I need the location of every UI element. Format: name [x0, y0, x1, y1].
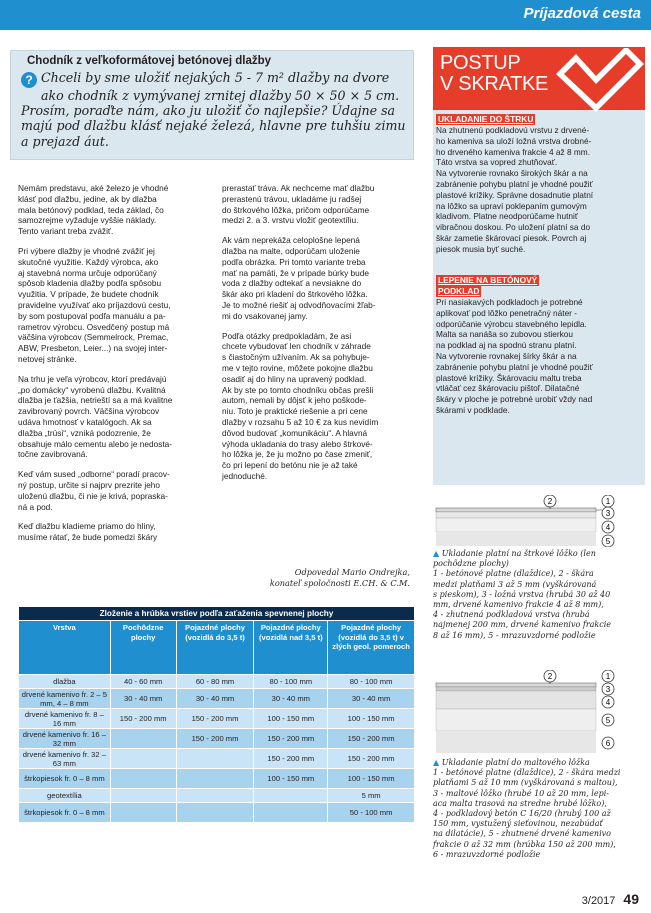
table-row [19, 789, 415, 803]
answer-line: aj stavebná norma určuje odporúčaný [18, 267, 157, 278]
answer-line: prerastenú trávou, ukladáme ju radšej [222, 193, 362, 204]
table-cell: 30 - 40 mm [176, 689, 254, 709]
layers-table [18, 606, 415, 823]
section-label: PODKLAD [438, 286, 480, 296]
answer-line: Pri výbere dlažby je vhodné zvážiť jej [18, 245, 155, 256]
mortar-bed-diagram [430, 670, 648, 755]
sidebar-text-line: Táto vrstva sa vopred zhutňovať. [436, 157, 558, 168]
answer-line: obsahuje málo cementu alebo je nedosta- [18, 438, 173, 449]
answer-line: do štrkového lôžka, pričom odporúčame [222, 204, 370, 215]
answer-line: skutočné využitie. Každý výrobca, ako [18, 256, 159, 267]
answer-line: musíme rátať, že bude pomedzi škáry [18, 532, 158, 543]
table-cell: 30 - 40 mm [254, 689, 328, 709]
answer-line: autom, nemali by dôjsť k jeho poškode- [222, 395, 367, 406]
table-cell [254, 789, 328, 803]
caption-line: mm, drvené kamenivo frakcie 4 až 8 mm), [433, 600, 604, 610]
answer-line: Tento variant treba zvážiť. [18, 226, 114, 237]
table-cell [176, 803, 254, 823]
table-cell: 40 - 60 mm [110, 675, 176, 689]
sidebar-text-line: škár zametie škárovací piesok. Povrch aj [436, 232, 587, 243]
sidebar-text-line: Na vytvorenie rovnako širokých škár a na [436, 168, 588, 179]
diagram-label: 3 [605, 509, 611, 518]
sidebar-text-line: vtláčať cez škárovaciu pištoľ. Dilatačné [436, 383, 580, 394]
question-line: Chceli by sme uložiť nejakých 5 - 7 m² dlažby na dvore [41, 70, 390, 85]
table-cell: dlažba [19, 675, 111, 689]
table-cell: 150 - 200 mm [176, 709, 254, 729]
answer-line: ABW, Presbeton, Leier...) na svojej inter- [18, 343, 168, 354]
signature-line: Odpovedal Mario Ondrejka, [294, 567, 410, 577]
diagram1-caption [433, 549, 645, 641]
caption-line: 1 - betónové platne (dlaždice), 2 - škára medzi [433, 768, 621, 778]
answer-line: mala betónový podklad, teda základ, čo [18, 204, 164, 215]
diagram-label: 2 [547, 497, 553, 506]
diagram-label: 2 [547, 672, 553, 681]
sidebar-text-line: Na vytvorenie rovnakej šírky škár a na [436, 350, 577, 361]
sidebar-text-line: odporúčanie výrobcu stavebného lepidla. [436, 318, 587, 329]
caption-line: 4 - zhutnená podkladová vrstva (hrubá [433, 610, 590, 620]
answer-line: mi do vsakovanej jamy. [222, 310, 308, 321]
question-line: majú pod dlažbu klásť nejaké železá, hlavne pre tuhšiu zimu [21, 118, 406, 134]
caption-line: na dilatácie), 5 - zhutnené drvené kamenivo [433, 829, 611, 839]
answer-line: klásť pod dlažbu, jedine, ak by dlažba [18, 193, 157, 204]
sidebar-text-line: Na zhutnenú podkladovú vrstvu z drvené- [436, 125, 590, 135]
diagram-label: 5 [605, 716, 611, 725]
answer-signature [210, 567, 410, 589]
caption-line [433, 549, 645, 559]
answer-line: samozrejme vyžaduje vyššie náklady. [18, 215, 157, 226]
table-header-cell: Pochôdzne plochy [110, 621, 176, 675]
answer-line: chcete vybudovať len chodník v záhrade [222, 341, 371, 352]
sidebar-text-line: škárami v podklade. [436, 404, 510, 415]
table-cell: 60 - 80 mm [176, 675, 254, 689]
answer-line: dlažba je ťažšia, netrieští sa a má kvalitne [18, 395, 173, 406]
table-cell [176, 769, 254, 789]
answer-line: ný postup, určite si najprv prezrite jeho [18, 479, 161, 490]
sidebar-text-line: Pri nasiakavých podkladoch je potrebné [436, 297, 583, 307]
diagram-label: 4 [605, 698, 611, 707]
answer-line: by som postupoval podľa manuálu a pa- [18, 310, 166, 321]
section-title: Príjazdová cesta [523, 5, 641, 22]
section-header [0, 0, 651, 30]
answer-paragraph [222, 183, 419, 226]
sidebar-section-gravel [436, 114, 642, 255]
answer-line: dlažba na malte, odporúčam uloženie [222, 245, 360, 256]
page-number: 49 [623, 891, 639, 907]
answer-line: niu. Toto je praktické riešenie a pri cene [222, 406, 368, 417]
sidebar-text-line: na podklad aj na spodnú stranu platní. [436, 340, 577, 351]
table-row [19, 709, 415, 729]
answer-line: uloženú dlažbu, či nie je krivá, popraska- [18, 490, 168, 501]
answer-line: Keď dlažbu kladieme priamo do hliny, [18, 521, 156, 532]
table-cell: drvené kamenivo fr. 32 – 63 mm [19, 749, 111, 769]
table-cell: 150 - 200 mm [328, 749, 415, 769]
answer-line: Je to možné riešiť aj odvodňovacími žľab- [222, 299, 376, 310]
table-row [19, 769, 415, 789]
answer-paragraph [222, 235, 419, 321]
table-cell: 100 - 150 mm [254, 769, 328, 789]
caption-text: Ukladanie platní do maltového lôžka [441, 758, 590, 767]
answer-line: točne zavibrovaná. [18, 449, 88, 460]
answer-line: väčšina výrobcov (Semmelrock, Premac, [18, 332, 169, 343]
table-cell: 100 - 150 mm [328, 769, 415, 789]
sidebar-text-line: zabránenie pohybu platní je vhodné použiť [436, 361, 593, 372]
sidebar-title: POSTUP [440, 52, 521, 74]
table-cell: štrkopiesok fr. 0 – 8 mm [19, 803, 111, 823]
table-cell [110, 803, 176, 823]
answer-line: ná a pod. [18, 501, 53, 512]
diagram2-caption [433, 758, 645, 860]
answer-line: využitia. V prípade, že budete chodník [18, 289, 159, 300]
answer-line: udáva hmotnosť v katalógoch. Ak sa [18, 416, 152, 427]
answer-paragraph [18, 469, 213, 512]
answer-line: ho lôžka je, že ju možno po čase zmeniť, [222, 449, 373, 460]
answer-line: čo pri lepení do betónu nie je až také [222, 460, 358, 471]
table-cell: 30 - 40 mm [328, 689, 415, 709]
sidebar-text-line: aplikovať pod lôžko penetračný náter - [436, 307, 578, 318]
sidebar-text-line: na lôžko sa upraví poklepaním gumovým [436, 200, 587, 211]
table-cell: 30 - 40 mm [110, 689, 176, 709]
caption-line: pochôdzne plochy) [433, 559, 509, 569]
answer-paragraph [222, 331, 419, 482]
sidebar-text-line: zabránenie pohybu platní je vhodné použiť [436, 178, 593, 189]
table-cell: 150 - 200 mm [176, 729, 254, 749]
table-cell: geotextília [19, 789, 111, 803]
table-row [19, 803, 415, 823]
diagram-label: 4 [605, 523, 611, 532]
table-cell [110, 749, 176, 769]
question-icon: ? [21, 72, 37, 88]
diagram-label: 3 [605, 685, 611, 694]
answer-line: podľa obrázka. Pri tomto variante treba [222, 256, 366, 267]
sidebar-title: V SKRATKE [440, 73, 549, 95]
section-label: LEPENIE NA BETÓNOVÝ [438, 275, 538, 285]
table-cell: 80 - 100 mm [254, 675, 328, 689]
answer-line: dlažba „trúsi“, vzniká podozrenie, že [18, 427, 151, 438]
table-header-cell: Pojazdné plochy (vozidlá do 3,5 t) v zlých geol. pomeroch [328, 621, 415, 675]
sidebar-text-line: piesok musia byť suché. [436, 243, 526, 254]
answer-line: netovej stránke. [18, 353, 77, 364]
caption-line: 4 - podkladový betón C 16/20 (hrubý 100 až [433, 809, 611, 819]
diagram-label: 5 [605, 537, 611, 546]
question-line: ako chodník z vymývanej zrnitej dlažby 50 × 50 × 5 cm. [41, 88, 400, 103]
answer-line: pravidelne využívať ako príjazdovú cestu, [18, 299, 171, 310]
answer-line: škár ako pri kladení do štrkového lôžka. [222, 289, 368, 300]
answer-line: s čiastočným užívaním. Ak sa pohybuje- [222, 352, 370, 363]
signature-line: konateľ spoločnosti E.CH. & C.M. [269, 577, 410, 588]
sidebar-text-line: škáry v ploche je potrebné urobiť vždy nad [436, 394, 593, 405]
table-cell: 80 - 100 mm [328, 675, 415, 689]
table-row [19, 689, 415, 709]
table-cell [254, 803, 328, 823]
triangle-icon: ▲ [433, 758, 442, 767]
caption-line [433, 758, 645, 768]
answer-line: „po domácky“ vyrobenú dlažbu. Kvalitná [18, 384, 166, 395]
diagram-label: 1 [605, 497, 611, 506]
table-cell: 150 - 200 mm [328, 729, 415, 749]
issue-number: 3/2017 [581, 895, 616, 907]
table-cell [110, 769, 176, 789]
answer-line: mať na pamäti, že v prípade búrky bude [222, 267, 370, 278]
table-cell: drvené kamenivo fr. 16 – 32 mm [19, 729, 111, 749]
answer-line: dlažby v rozsahu 5 až 10 € za kus nevidím [222, 416, 379, 427]
answer-column-left [18, 183, 213, 552]
answer-line: prerastať tráva. Ak nechceme mať dlažbu [222, 183, 375, 193]
sidebar-text-line: Malta sa nanáša so zubovou stierkou [436, 329, 573, 340]
table-header-cell: Pojazdné plochy (vozidlá nad 3,5 t) [254, 621, 328, 675]
caption-line: najmenej 200 mm, drvené kamenivo frakcie [433, 620, 612, 630]
table-cell: 50 - 100 mm [328, 803, 415, 823]
caption-line: medzi platňami 3 až 5 mm (vyškárovaná [433, 579, 597, 589]
question-title: Chodník z veľkoformátovej betónovej dlažby [27, 55, 272, 67]
table-cell [176, 789, 254, 803]
caption-text: Ukladanie platní na štrkové lôžko (len [441, 549, 596, 558]
answer-line: Ak vám neprekáža celoplošne lepená [222, 235, 360, 246]
answer-line: Keď vám sused „odborne“ poradí pracov- [18, 469, 170, 480]
sidebar-text-line: ho kameniva sa uloží ložná vrstva drobné- [436, 135, 592, 146]
answer-line: Nemám predstavu, aké železo je vhodné [18, 183, 169, 193]
diagram-label: 1 [605, 672, 611, 681]
sidebar-text-line: kladivom. Platne neodporúčame hutniť [436, 211, 578, 222]
triangle-icon: ▲ [433, 549, 442, 558]
answer-line: dôvod budovať „komunikáciu“. A hlavná [222, 427, 368, 438]
sidebar-text-line: vibračnou doskou. Po uložení platní sa do [436, 222, 591, 233]
table-cell: 100 - 150 mm [254, 709, 328, 729]
table-cell: 150 - 200 mm [110, 709, 176, 729]
caption-line: 6 - mrazuvzdorné podložie [433, 849, 541, 859]
caption-line: frakcie 0 až 32 mm (hrúbka 150 až 200 mm), [433, 839, 616, 849]
answer-line: voda z dlažby odtekať a nevsiakne do [222, 278, 362, 289]
sidebar-section-concrete [436, 275, 642, 416]
table-cell: štrkopiesok fr. 0 – 8 mm [19, 769, 111, 789]
caption-line: s pieskom), 3 - ložná vrstva (hrubá 30 až 40 [433, 589, 611, 599]
table-cell [110, 729, 176, 749]
answer-line: výhoda ukladania do trasy alebo štrkové- [222, 438, 373, 449]
table-row [19, 729, 415, 749]
answer-paragraph [18, 374, 213, 460]
caption-line: 1 - betónové platne (dlaždice), 2 - škára [433, 569, 594, 579]
question-line: a prejazd áut. [21, 133, 109, 149]
answer-line: Podľa otázky predpokladám, že asi [222, 330, 352, 341]
table-cell: 150 - 200 mm [254, 749, 328, 769]
answer-paragraph [18, 521, 213, 543]
gravel-bed-diagram [430, 495, 648, 547]
caption-line: 8 až 16 mm), 5 - mrazuvzdorné podložie [433, 630, 596, 640]
answer-line: medzi 2. a 3. vrstvu vložiť geotextíliu. [222, 215, 359, 226]
table-cell: 150 - 200 mm [254, 729, 328, 749]
answer-column-right [222, 183, 419, 491]
caption-line: 3 - maltové lôžko (hrubé 10 až 20 mm, lepi- [433, 788, 609, 798]
sidebar-text-line: plastové krížiky. Správne dosadnutie platní [436, 189, 594, 200]
table-cell [110, 789, 176, 803]
answer-paragraph [18, 183, 213, 237]
answer-line: rametrov výrobcu. Osvedčený postup má [18, 321, 170, 332]
table-cell [176, 749, 254, 769]
diagram-label: 6 [605, 739, 611, 748]
answer-line: Ak by ste po tomto chodníku občas prešli [222, 384, 374, 395]
caption-line: aca malta trasová na stredne hrubé lôžko), [433, 798, 607, 808]
sidebar-text-line: ho drveného kameniva frakcie 4 až 8 mm. [436, 146, 591, 157]
table-header-cell: Vrstva [19, 621, 111, 675]
answer-line: me v tejto rovine, môžete pokojne dlažbu [222, 362, 373, 373]
section-label: UKLADANIE DO ŠTRKU [438, 114, 534, 124]
question-text [21, 70, 407, 149]
answer-line: spôsob kladenia dlažby podľa spôsobu [18, 278, 162, 289]
answer-line: jednoduché. [222, 470, 268, 481]
question-line: Prosím, poraďte nám, ako ju uložiť čo najlepšie? Údajne sa [21, 103, 396, 119]
table-cell: drvené kamenivo fr. 8 – 16 mm [19, 709, 111, 729]
table-row [19, 675, 415, 689]
sidebar-text-line: plastové krížiky. Škárovaciu maltu treba [436, 372, 582, 383]
table-cell: drvené kamenivo fr. 2 – 5 mm, 4 – 8 mm [19, 689, 111, 709]
table-header-cell: Pojazdné plochy (vozidlá do 3,5 t) [176, 621, 254, 675]
page-footer [582, 891, 639, 907]
answer-line: Na trhu je veľa výrobcov, ktorí predávajú [18, 373, 167, 384]
caption-line: 150 mm, vystužený sieťovinou, nezabúdať [433, 819, 603, 829]
answer-paragraph [18, 246, 213, 365]
table-caption: Zloženie a hrúbka vrstiev podľa zaťaženia spevnenej plochy [19, 607, 415, 621]
answer-line: osadiť aj do hliny na upravený podklad. [222, 373, 367, 384]
table-row [19, 749, 415, 769]
answer-line: zavibrovaný povrch. Väčšina výrobcov [18, 406, 160, 417]
table-cell: 5 mm [328, 789, 415, 803]
caption-line: platňami 5 až 10 mm (vyškárovaná s maltou), [433, 778, 618, 788]
checkmark-icon [556, 48, 644, 114]
question-box [10, 50, 414, 160]
table-cell: 100 - 150 mm [328, 709, 415, 729]
